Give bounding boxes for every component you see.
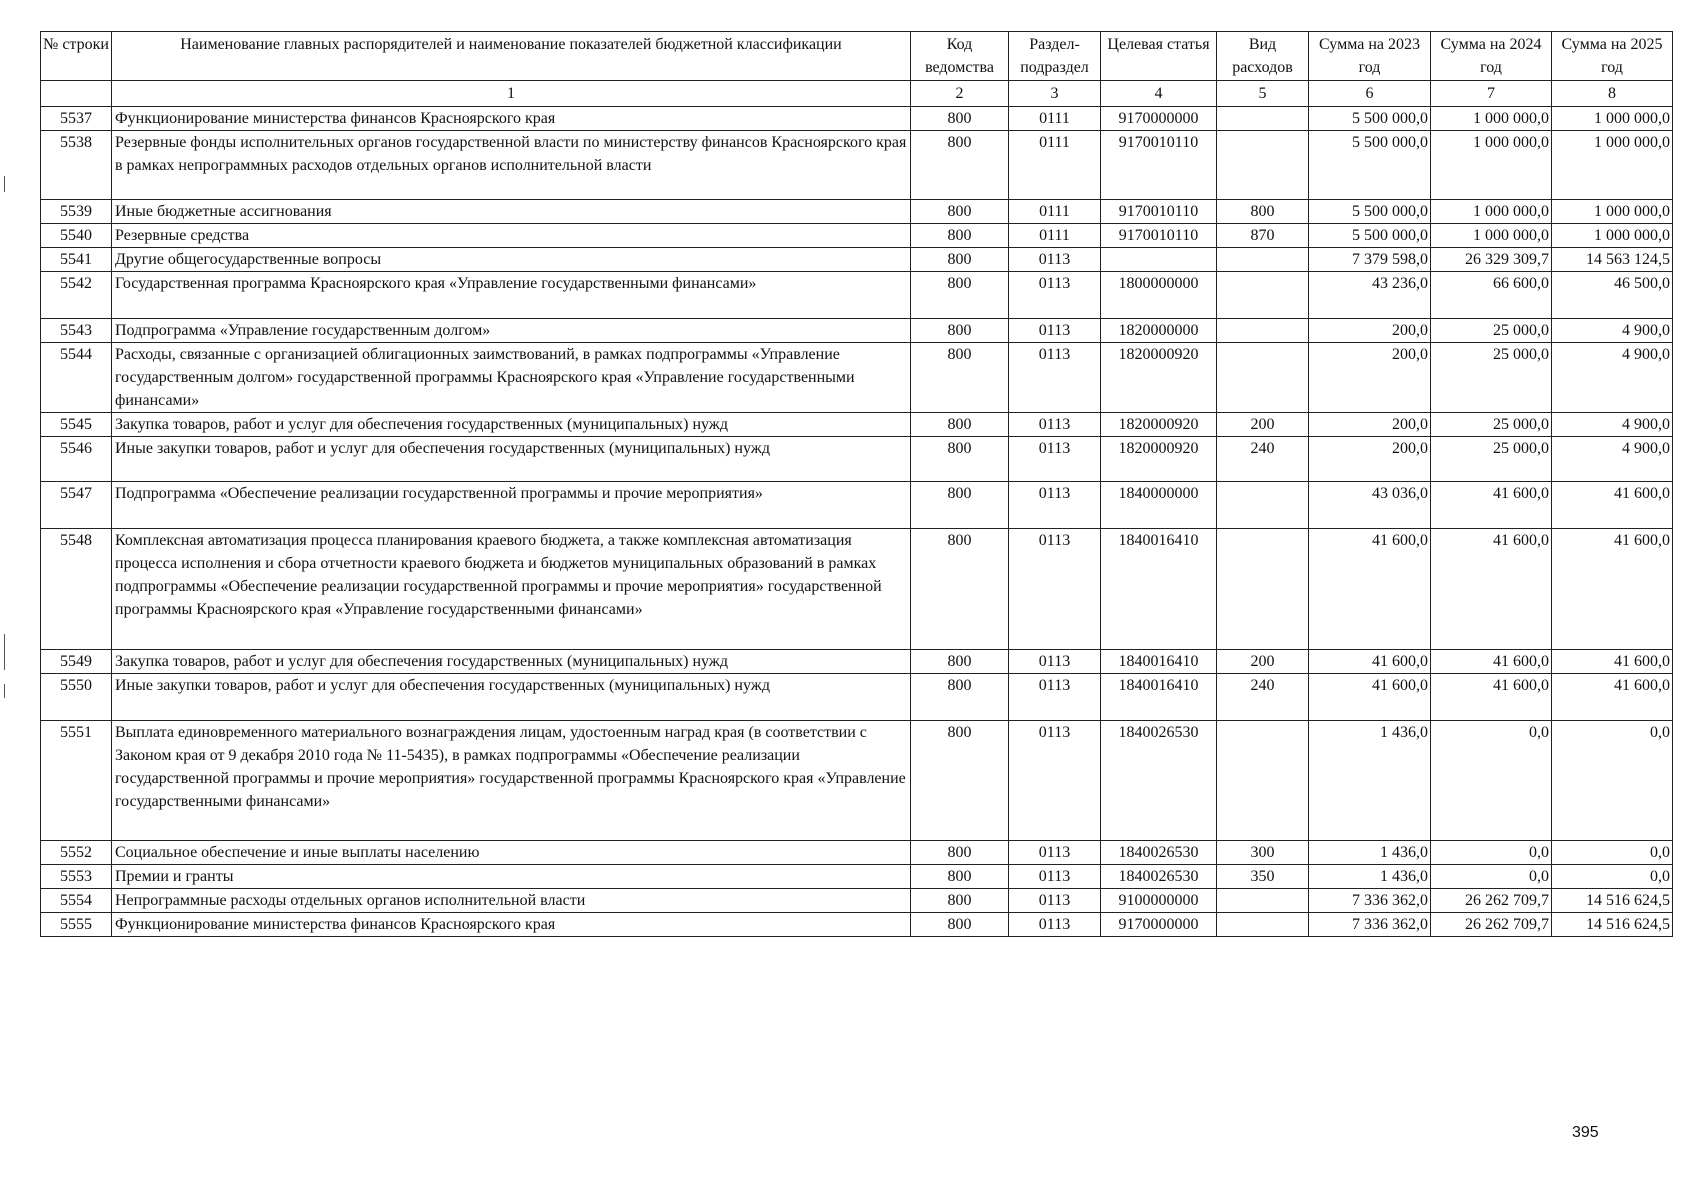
row-target: 1820000920 <box>1101 413 1217 437</box>
table-row <box>41 319 1673 343</box>
table-row <box>41 721 1673 841</box>
row-number: 5554 <box>41 889 112 913</box>
row-number: 5547 <box>41 482 112 529</box>
row-target: 1840000000 <box>1101 482 1217 529</box>
row-amount-2024: 26 262 709,7 <box>1431 913 1552 937</box>
row-name: Иные закупки товаров, работ и услуг для обеспечения государственных (муниципальных) нужд <box>112 437 911 482</box>
row-name: Подпрограмма «Управление государственным долгом» <box>112 319 911 343</box>
col-number: 1 <box>112 81 911 107</box>
row-exp-type <box>1217 248 1309 272</box>
row-amount-2023: 5 500 000,0 <box>1309 224 1431 248</box>
row-exp-type: 200 <box>1217 413 1309 437</box>
col-number: 3 <box>1009 81 1101 107</box>
header-row-no: № строки <box>41 32 112 81</box>
row-number: 5550 <box>41 674 112 721</box>
row-name: Иные закупки товаров, работ и услуг для обеспечения государственных (муниципальных) нужд <box>112 674 911 721</box>
header-section: Раздел-подраздел <box>1009 32 1101 81</box>
row-amount-2023: 41 600,0 <box>1309 674 1431 721</box>
row-number: 5545 <box>41 413 112 437</box>
row-name: Резервные фонды исполнительных органов государственной власти по министерству финансов Красноярского края в рамках непрограммных расходов отдельных органов исполнительной власти <box>112 131 911 200</box>
row-dept: 800 <box>911 650 1009 674</box>
row-section: 0113 <box>1009 674 1101 721</box>
row-section: 0113 <box>1009 650 1101 674</box>
table-row <box>41 413 1673 437</box>
row-amount-2025: 0,0 <box>1552 865 1673 889</box>
margin-mark <box>4 176 5 192</box>
row-section: 0113 <box>1009 272 1101 319</box>
header-dept: Код ведомства <box>911 32 1009 81</box>
row-target: 9170000000 <box>1101 913 1217 937</box>
row-amount-2024: 66 600,0 <box>1431 272 1552 319</box>
row-number: 5552 <box>41 841 112 865</box>
row-section: 0113 <box>1009 529 1101 650</box>
table-row <box>41 889 1673 913</box>
row-name: Резервные средства <box>112 224 911 248</box>
table-row <box>41 482 1673 529</box>
table-row <box>41 224 1673 248</box>
row-dept: 800 <box>911 319 1009 343</box>
col-number: 2 <box>911 81 1009 107</box>
row-target: 9100000000 <box>1101 889 1217 913</box>
col-number: 4 <box>1101 81 1217 107</box>
row-amount-2023: 43 236,0 <box>1309 272 1431 319</box>
row-amount-2023: 1 436,0 <box>1309 841 1431 865</box>
row-amount-2024: 41 600,0 <box>1431 529 1552 650</box>
row-target: 9170010110 <box>1101 224 1217 248</box>
row-number: 5540 <box>41 224 112 248</box>
row-dept: 800 <box>911 889 1009 913</box>
row-amount-2023: 41 600,0 <box>1309 529 1431 650</box>
row-amount-2025: 14 516 624,5 <box>1552 913 1673 937</box>
row-exp-type <box>1217 889 1309 913</box>
table-row <box>41 272 1673 319</box>
row-number: 5538 <box>41 131 112 200</box>
row-exp-type: 350 <box>1217 865 1309 889</box>
row-amount-2024: 41 600,0 <box>1431 650 1552 674</box>
row-target: 9170000000 <box>1101 107 1217 131</box>
row-section: 0113 <box>1009 343 1101 413</box>
row-amount-2023: 5 500 000,0 <box>1309 200 1431 224</box>
row-name: Непрограммные расходы отдельных органов исполнительной власти <box>112 889 911 913</box>
row-amount-2024: 1 000 000,0 <box>1431 224 1552 248</box>
row-section: 0111 <box>1009 107 1101 131</box>
row-amount-2023: 5 500 000,0 <box>1309 107 1431 131</box>
row-name: Функционирование министерства финансов Красноярского края <box>112 107 911 131</box>
header-2025: Сумма на 2025 год <box>1552 32 1673 81</box>
row-section: 0113 <box>1009 413 1101 437</box>
row-amount-2024: 41 600,0 <box>1431 674 1552 721</box>
row-amount-2025: 46 500,0 <box>1552 272 1673 319</box>
col-number: 6 <box>1309 81 1431 107</box>
row-amount-2023: 200,0 <box>1309 437 1431 482</box>
row-section: 0113 <box>1009 319 1101 343</box>
row-dept: 800 <box>911 343 1009 413</box>
row-target: 1840016410 <box>1101 674 1217 721</box>
row-dept: 800 <box>911 272 1009 319</box>
row-exp-type: 800 <box>1217 200 1309 224</box>
row-amount-2024: 0,0 <box>1431 841 1552 865</box>
header-row <box>41 32 1673 81</box>
row-amount-2025: 4 900,0 <box>1552 343 1673 413</box>
row-exp-type <box>1217 529 1309 650</box>
table-row <box>41 200 1673 224</box>
row-exp-type <box>1217 721 1309 841</box>
row-section: 0111 <box>1009 131 1101 200</box>
row-dept: 800 <box>911 529 1009 650</box>
row-number: 5546 <box>41 437 112 482</box>
row-section: 0111 <box>1009 224 1101 248</box>
row-number: 5551 <box>41 721 112 841</box>
row-section: 0113 <box>1009 865 1101 889</box>
header-name: Наименование главных распорядителей и наименование показателей бюджетной классификации <box>112 32 911 81</box>
column-number-row <box>41 81 1673 107</box>
row-amount-2025: 14 516 624,5 <box>1552 889 1673 913</box>
col-number <box>41 81 112 107</box>
table-row <box>41 841 1673 865</box>
col-number: 7 <box>1431 81 1552 107</box>
row-target: 1840016410 <box>1101 650 1217 674</box>
row-amount-2024: 0,0 <box>1431 865 1552 889</box>
row-amount-2024: 1 000 000,0 <box>1431 131 1552 200</box>
table-row <box>41 674 1673 721</box>
row-number: 5539 <box>41 200 112 224</box>
row-dept: 800 <box>911 721 1009 841</box>
row-amount-2025: 1 000 000,0 <box>1552 131 1673 200</box>
row-exp-type <box>1217 272 1309 319</box>
row-amount-2025: 1 000 000,0 <box>1552 200 1673 224</box>
row-amount-2024: 1 000 000,0 <box>1431 200 1552 224</box>
row-dept: 800 <box>911 865 1009 889</box>
row-amount-2025: 1 000 000,0 <box>1552 224 1673 248</box>
row-amount-2024: 1 000 000,0 <box>1431 107 1552 131</box>
row-amount-2023: 7 336 362,0 <box>1309 913 1431 937</box>
row-amount-2023: 5 500 000,0 <box>1309 131 1431 200</box>
row-number: 5541 <box>41 248 112 272</box>
table-row <box>41 107 1673 131</box>
row-amount-2024: 26 329 309,7 <box>1431 248 1552 272</box>
row-amount-2025: 41 600,0 <box>1552 650 1673 674</box>
row-target: 9170010110 <box>1101 200 1217 224</box>
table-body <box>41 107 1673 937</box>
row-name: Государственная программа Красноярского края «Управление государственными финансами» <box>112 272 911 319</box>
row-name: Премии и гранты <box>112 865 911 889</box>
row-target: 1840026530 <box>1101 841 1217 865</box>
row-name: Другие общегосударственные вопросы <box>112 248 911 272</box>
col-number: 5 <box>1217 81 1309 107</box>
row-section: 0113 <box>1009 721 1101 841</box>
row-target: 9170010110 <box>1101 131 1217 200</box>
row-exp-type: 240 <box>1217 674 1309 721</box>
table-row <box>41 437 1673 482</box>
row-amount-2025: 41 600,0 <box>1552 482 1673 529</box>
row-exp-type <box>1217 131 1309 200</box>
row-amount-2025: 41 600,0 <box>1552 674 1673 721</box>
header-2024: Сумма на 2024 год <box>1431 32 1552 81</box>
margin-mark <box>4 684 5 698</box>
row-target: 1840016410 <box>1101 529 1217 650</box>
row-amount-2024: 25 000,0 <box>1431 437 1552 482</box>
row-amount-2023: 7 379 598,0 <box>1309 248 1431 272</box>
row-amount-2024: 26 262 709,7 <box>1431 889 1552 913</box>
row-amount-2024: 25 000,0 <box>1431 319 1552 343</box>
row-dept: 800 <box>911 248 1009 272</box>
row-amount-2025: 4 900,0 <box>1552 413 1673 437</box>
row-name: Закупка товаров, работ и услуг для обеспечения государственных (муниципальных) нужд <box>112 650 911 674</box>
page-number: 395 <box>1572 1124 1599 1141</box>
header-exp-type: Вид расходов <box>1217 32 1309 81</box>
row-dept: 800 <box>911 437 1009 482</box>
row-dept: 800 <box>911 674 1009 721</box>
row-exp-type <box>1217 482 1309 529</box>
row-name: Расходы, связанные с организацией облигационных заимствований, в рамках подпрограммы «Управление государственным долгом» государственной программы Красноярского края «Управление государственными финансами» <box>112 343 911 413</box>
row-amount-2023: 1 436,0 <box>1309 865 1431 889</box>
row-target: 1820000000 <box>1101 319 1217 343</box>
row-section: 0113 <box>1009 913 1101 937</box>
row-amount-2023: 1 436,0 <box>1309 721 1431 841</box>
table-row <box>41 343 1673 413</box>
row-section: 0113 <box>1009 889 1101 913</box>
row-target <box>1101 248 1217 272</box>
row-amount-2023: 43 036,0 <box>1309 482 1431 529</box>
table-row <box>41 865 1673 889</box>
row-exp-type <box>1217 319 1309 343</box>
table-row <box>41 248 1673 272</box>
row-name: Социальное обеспечение и иные выплаты населению <box>112 841 911 865</box>
row-amount-2025: 4 900,0 <box>1552 319 1673 343</box>
row-amount-2023: 7 336 362,0 <box>1309 889 1431 913</box>
row-section: 0113 <box>1009 248 1101 272</box>
row-name: Закупка товаров, работ и услуг для обеспечения государственных (муниципальных) нужд <box>112 413 911 437</box>
table-row <box>41 650 1673 674</box>
row-exp-type: 300 <box>1217 841 1309 865</box>
row-exp-type <box>1217 913 1309 937</box>
row-amount-2023: 200,0 <box>1309 343 1431 413</box>
row-dept: 800 <box>911 131 1009 200</box>
row-dept: 800 <box>911 413 1009 437</box>
row-section: 0111 <box>1009 200 1101 224</box>
row-amount-2024: 0,0 <box>1431 721 1552 841</box>
row-name: Комплексная автоматизация процесса планирования краевого бюджета, а также комплексная автоматизация процесса исполнения и сбора отчетности краевого бюджета и бюджетов муниципальных образований в рамках подпрограммы «Обеспечение реализации государственной программы и прочие мероприятия» государственной программы Красноярского края «Управление государственными финансами» <box>112 529 911 650</box>
row-name: Иные бюджетные ассигнования <box>112 200 911 224</box>
row-dept: 800 <box>911 841 1009 865</box>
row-exp-type: 870 <box>1217 224 1309 248</box>
row-dept: 800 <box>911 224 1009 248</box>
row-number: 5548 <box>41 529 112 650</box>
row-amount-2023: 41 600,0 <box>1309 650 1431 674</box>
row-number: 5553 <box>41 865 112 889</box>
table-row <box>41 529 1673 650</box>
row-number: 5549 <box>41 650 112 674</box>
row-amount-2025: 1 000 000,0 <box>1552 107 1673 131</box>
row-exp-type <box>1217 107 1309 131</box>
row-section: 0113 <box>1009 841 1101 865</box>
row-amount-2023: 200,0 <box>1309 319 1431 343</box>
table-row <box>41 131 1673 200</box>
row-name: Функционирование министерства финансов Красноярского края <box>112 913 911 937</box>
row-number: 5543 <box>41 319 112 343</box>
row-target: 1820000920 <box>1101 437 1217 482</box>
row-number: 5544 <box>41 343 112 413</box>
margin-mark <box>4 634 5 670</box>
row-exp-type <box>1217 343 1309 413</box>
row-amount-2023: 200,0 <box>1309 413 1431 437</box>
row-dept: 800 <box>911 913 1009 937</box>
row-amount-2025: 4 900,0 <box>1552 437 1673 482</box>
row-amount-2025: 14 563 124,5 <box>1552 248 1673 272</box>
row-section: 0113 <box>1009 437 1101 482</box>
row-number: 5537 <box>41 107 112 131</box>
row-amount-2025: 0,0 <box>1552 721 1673 841</box>
row-exp-type: 200 <box>1217 650 1309 674</box>
row-name: Выплата единовременного материального вознаграждения лицам, удостоенным наград края (в соответствии с Законом края от 9 декабря 2010 года № 11-5435), в рамках подпрограммы «Обеспечение реализации государственной программы и прочие мероприятия» государственной программы Красноярского края «Управление государственными финансами» <box>112 721 911 841</box>
row-amount-2024: 25 000,0 <box>1431 343 1552 413</box>
header-2023: Сумма на 2023 год <box>1309 32 1431 81</box>
row-number: 5542 <box>41 272 112 319</box>
row-number: 5555 <box>41 913 112 937</box>
col-number: 8 <box>1552 81 1673 107</box>
row-section: 0113 <box>1009 482 1101 529</box>
row-target: 1820000920 <box>1101 343 1217 413</box>
row-exp-type: 240 <box>1217 437 1309 482</box>
table-row <box>41 913 1673 937</box>
row-target: 1840026530 <box>1101 721 1217 841</box>
row-amount-2024: 41 600,0 <box>1431 482 1552 529</box>
row-dept: 800 <box>911 200 1009 224</box>
row-amount-2024: 25 000,0 <box>1431 413 1552 437</box>
row-amount-2025: 41 600,0 <box>1552 529 1673 650</box>
budget-table <box>40 31 1673 937</box>
row-amount-2025: 0,0 <box>1552 841 1673 865</box>
header-target: Целевая статья <box>1101 32 1217 81</box>
row-target: 1840026530 <box>1101 865 1217 889</box>
row-dept: 800 <box>911 482 1009 529</box>
row-dept: 800 <box>911 107 1009 131</box>
row-name: Подпрограмма «Обеспечение реализации государственной программы и прочие мероприятия» <box>112 482 911 529</box>
row-target: 1800000000 <box>1101 272 1217 319</box>
